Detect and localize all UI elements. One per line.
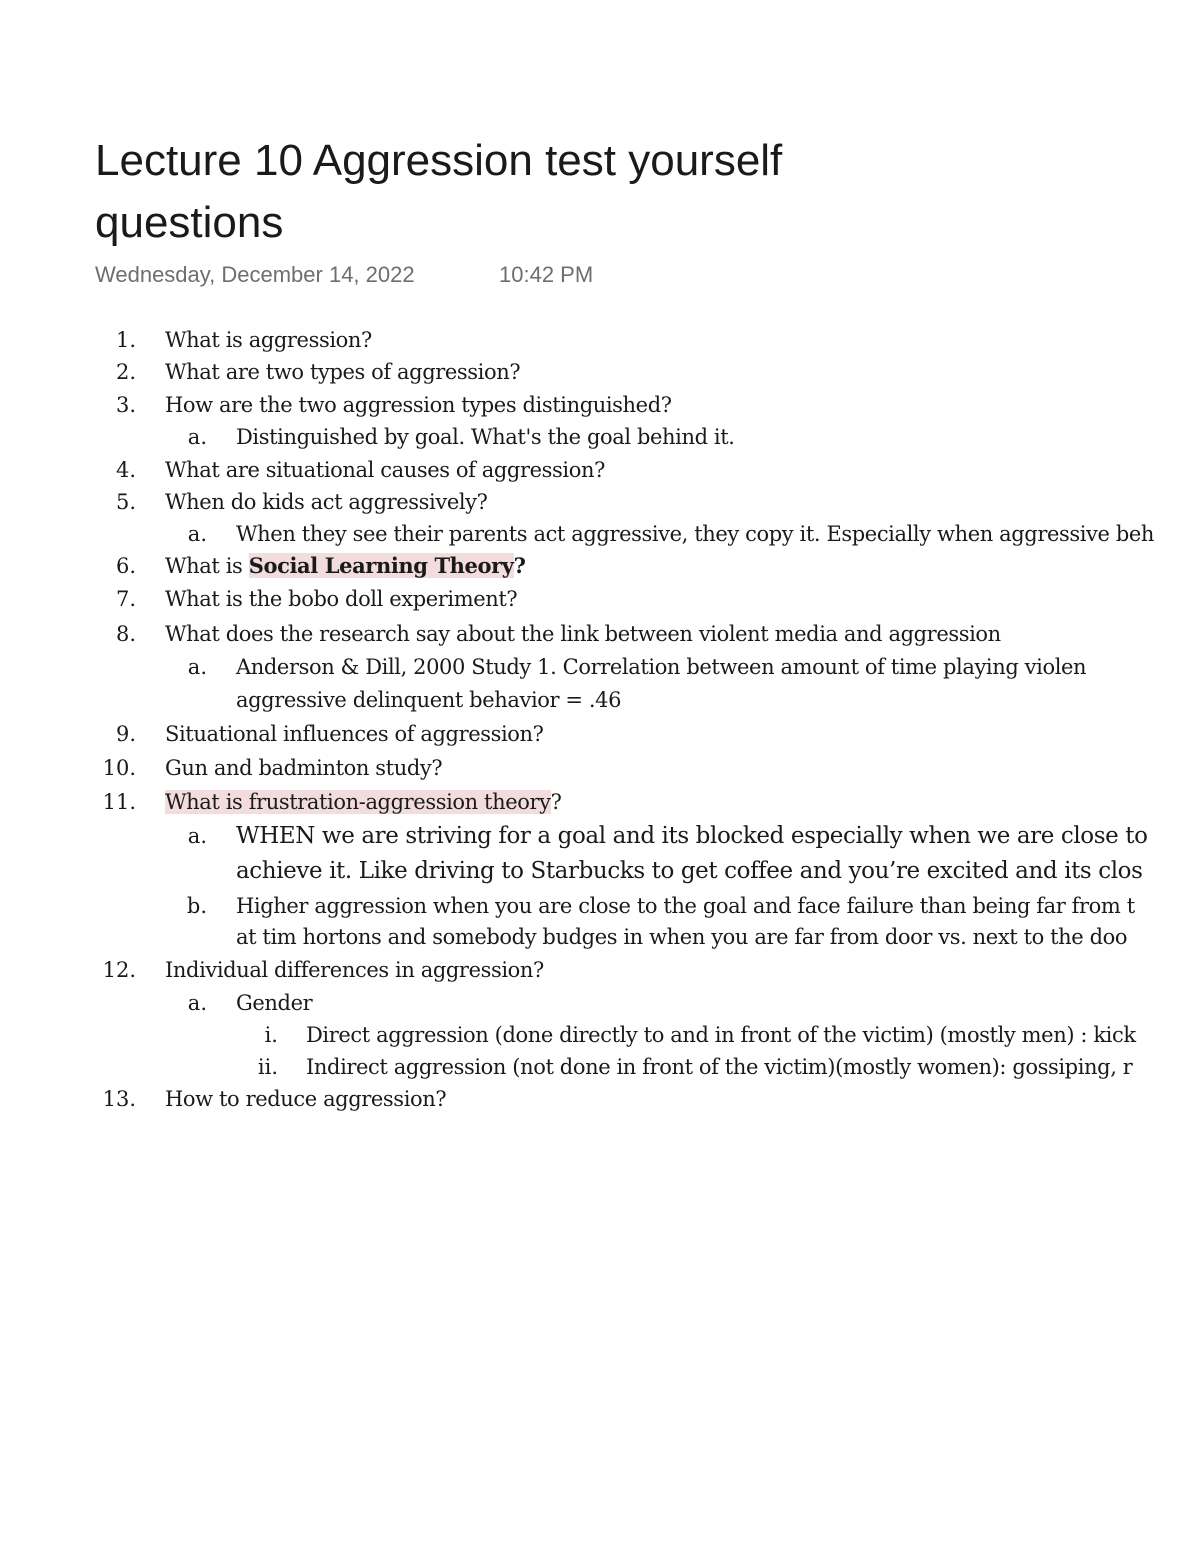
sub-list-item-continued: aggressive delinquent behavior = .46: [236, 688, 622, 712]
list-item: How are the two aggression types distinguished?: [165, 393, 672, 417]
list-item: What does the research say about the link between violent media and aggression: [165, 622, 1001, 646]
sub-sub-list-item: Direct aggression (done directly to and in front of the victim) (mostly men) : kick: [306, 1023, 1136, 1047]
list-item-prefix: What is: [165, 554, 249, 578]
page-title: Lecture 10 Aggression test yourself questions: [95, 136, 783, 247]
list-item: Individual differences in aggression?: [165, 958, 544, 982]
list-item: What is the bobo doll experiment?: [165, 587, 518, 611]
list-item-suffix: ?: [550, 790, 562, 814]
list-item: [165, 787, 561, 817]
sub-list-marker: a.: [187, 991, 207, 1015]
list-item: When do kids act aggressively?: [165, 490, 488, 514]
list-number: 8.: [115, 622, 136, 646]
list-item: What is aggression?: [165, 328, 372, 352]
list-number: 1.: [115, 328, 136, 352]
list-item: What are two types of aggression?: [165, 360, 521, 384]
list-number: 6.: [115, 554, 136, 578]
sub-list-marker: b.: [186, 894, 207, 918]
list-number: 4.: [115, 458, 136, 482]
list-number: 2.: [115, 360, 136, 384]
list-number: 5.: [115, 490, 136, 514]
sub-list-marker: a.: [187, 824, 207, 848]
list-item: Gun and badminton study?: [165, 756, 443, 780]
list-number: 11.: [102, 790, 136, 814]
sub-list-item: Higher aggression when you are close to the goal and face failure than being far from t: [236, 894, 1135, 918]
list-item: What are situational causes of aggression?: [165, 458, 605, 482]
sub-list-item-continued: achieve it. Like driving to Starbucks to get coffee and you’re excited and its clos: [236, 858, 1143, 884]
list-item: [165, 551, 526, 581]
list-item: How to reduce aggression?: [165, 1087, 447, 1111]
list-item: Situational influences of aggression?: [165, 722, 544, 746]
highlighted-term: What is frustration-aggression theory: [165, 790, 551, 814]
list-number: 9.: [115, 722, 136, 746]
sub-list-item-continued: at tim hortons and somebody budges in when you are far from door vs. next to the doo: [236, 925, 1128, 949]
sub-sub-list-marker: ii.: [257, 1055, 278, 1079]
sub-list-item: Anderson & Dill, 2000 Study 1. Correlation between amount of time playing violen: [236, 655, 1087, 679]
sub-list-marker: a.: [187, 655, 207, 679]
highlighted-term: Social Learning Theory: [248, 553, 514, 578]
list-number: 13.: [102, 1087, 136, 1111]
sub-list-item: Gender: [236, 991, 313, 1015]
sub-list-item: Distinguished by goal. What's the goal behind it.: [236, 425, 735, 449]
list-number: 7.: [115, 587, 136, 611]
list-number: 12.: [102, 958, 136, 982]
page-date: Wednesday, December 14, 2022: [95, 262, 415, 287]
sub-list-marker: a.: [187, 425, 207, 449]
page-time: 10:42 PM: [499, 262, 594, 287]
sub-sub-list-marker: i.: [264, 1023, 278, 1047]
list-number: 10.: [102, 756, 136, 780]
sub-list-item: WHEN we are striving for a goal and its blocked especially when we are close to: [236, 823, 1148, 849]
sub-list-item: When they see their parents act aggressive, they copy it. Especially when aggressive beh: [236, 522, 1155, 546]
sub-sub-list-item: Indirect aggression (not done in front of the victim)(mostly women): gossiping, r: [306, 1055, 1133, 1079]
list-item-suffix: ?: [513, 553, 526, 578]
sub-list-marker: a.: [187, 522, 207, 546]
list-number: 3.: [115, 393, 136, 417]
